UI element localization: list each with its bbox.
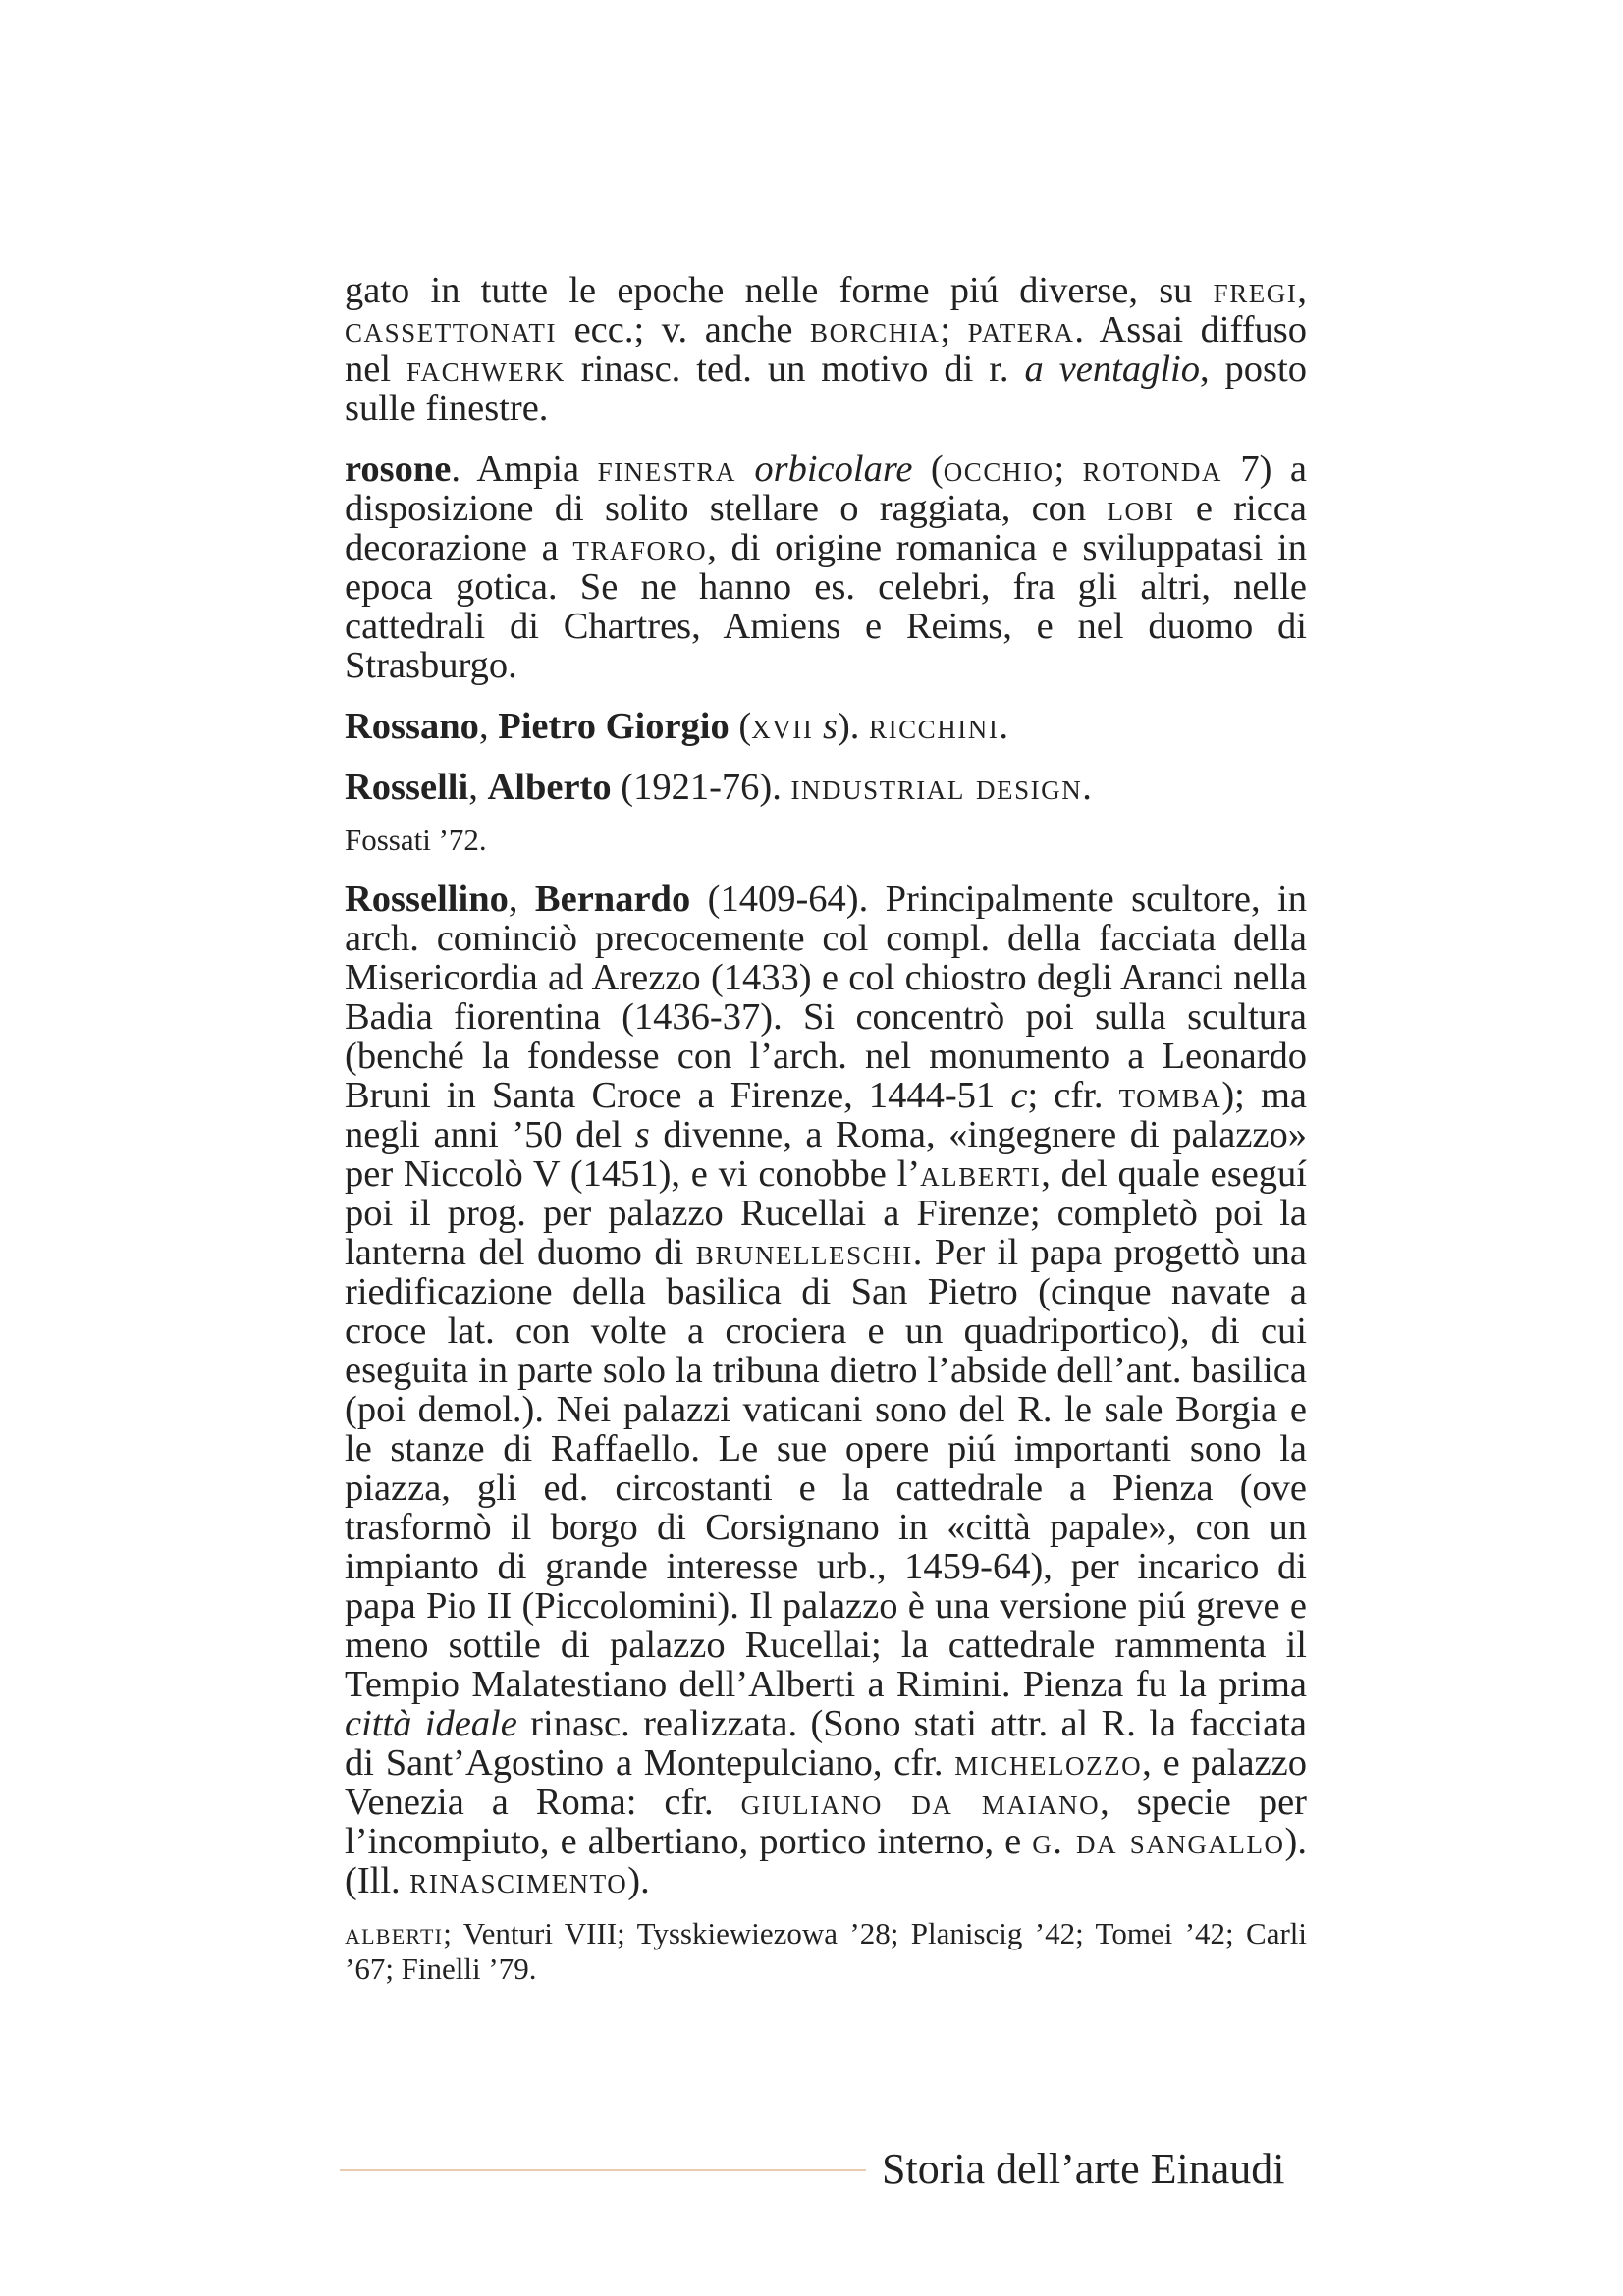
cross-reference: cassettonati — [345, 309, 557, 350]
entry-text: rinasc. realizzata. (Sono stati attr. al R. la facciata di Sant’Agostino a Montepulciano, cfr. — [345, 1703, 1307, 1784]
cross-reference: alberti — [920, 1153, 1042, 1195]
entry-text: ); ma negli anni ’50 del — [345, 1075, 1307, 1155]
entry-text: , — [508, 879, 535, 920]
cross-reference: lobi — [1107, 488, 1175, 529]
entry-text: , di origine romanica e sviluppatasi in epoca gotica. Se ne hanno es. celebri, fra gli altri, nelle cattedrali di Chartres, Amiens e Reims, e nel duomo di Strasburgo. — [345, 527, 1307, 686]
entry-rossellino — [345, 880, 1307, 1900]
entry-text: , — [468, 767, 488, 808]
entry-text — [813, 706, 823, 747]
entry-rosselli-references — [345, 823, 1307, 858]
entry-text: ; cfr. — [1027, 1075, 1119, 1116]
entry-text: , specie per l’incompiuto, e albertiano, portico interno, e — [345, 1782, 1307, 1862]
entry-text: . — [1082, 767, 1092, 808]
cross-reference: patera — [967, 309, 1075, 350]
headword: Alberto — [487, 767, 612, 808]
entry-text: ; — [940, 309, 968, 350]
entry-rosone-continuation — [345, 271, 1307, 428]
cross-reference: finestra — [597, 449, 736, 490]
italic-text: c — [1010, 1075, 1028, 1116]
entry-text: . Per il papa progettò una riedificazione della basilica di San Pietro (cinque navate a croce lat. con volte a crociera e un quadriportico), di cui eseguita in parte solo la tribuna dietro l’abside dell’ant. basilica (poi demol.). Nei palazzi vaticani sono del R. le sale Borgia e le stanze di Raffaello. Le sue opere piú importanti sono la piazza, gli ed. circostanti e la cattedrale a Pienza (ove trasformò il borgo di Corsignano in «città papale», con un impianto di grande interesse urb., 1459-64), per incarico di papa Pio II (Piccolomini). Il palazzo è una versione piú greve e meno sottile di palazzo Rucellai; la cattedrale rammenta il Tempio Malatestiano dell’Alberti a Rimini. Pienza fu la prima — [345, 1232, 1308, 1705]
entry-text: , del quale eseguí poi il prog. per palazzo Rucellai a Firenze; completò poi la lanterna del duomo di — [345, 1153, 1307, 1273]
headword: Rosselli — [345, 767, 469, 808]
italic-text: s — [822, 706, 838, 747]
headword: Rossellino — [345, 879, 509, 920]
cross-reference: occhio — [943, 449, 1055, 490]
cross-reference: fachwerk — [406, 348, 566, 390]
italic-text: città ideale — [345, 1703, 517, 1744]
cross-reference: giuliano da maiano — [740, 1782, 1101, 1823]
headword: Bernardo — [534, 879, 691, 920]
italic-text: a ventaglio — [1024, 348, 1200, 390]
entry-text: ; — [1054, 449, 1083, 490]
cross-reference: industrial design — [790, 767, 1083, 808]
entry-text: ). — [627, 1860, 650, 1901]
entry-text: gato in tutte le epoche nelle forme piú diverse, su — [345, 270, 1214, 311]
entry-text: (1409-64). Principalmente scultore, in arch. cominciò precocemente col compl. della facciata della Misericordia ad Arezzo (1433) e col chiostro degli Aranci nella Badia fiorentina (1436-37). Si concentrò poi sulla scultura (benché la fondesse con l’arch. nel monumento a Leonardo Bruni in Santa Croce a Firenze, 1444-51 — [345, 879, 1308, 1116]
entry-rossellino-references — [345, 1916, 1307, 1987]
footer-rule — [340, 2169, 866, 2171]
italic-text: s — [634, 1114, 650, 1155]
entry-text: . — [999, 706, 1008, 747]
entry-text: , — [478, 706, 499, 747]
entry-text: ecc.; v. anche — [557, 309, 811, 350]
entry-text — [736, 449, 754, 490]
cross-reference: ricchini — [869, 706, 1000, 747]
cross-reference: rinascimento — [409, 1860, 628, 1901]
entry-text: 7) a disposizione di solito stellare o raggiata, con — [345, 449, 1308, 529]
headword: Pietro Giorgio — [498, 706, 730, 747]
headword: rosone — [345, 449, 452, 490]
footer-title: Storia dell’arte Einaudi — [882, 2145, 1285, 2193]
entry-text: ; Venturi VIII; Tysskiewiezowa ’28; Planiscig ’42; Tomei ’42; Carli ’67; Finelli ’79. — [345, 1916, 1307, 1986]
entry-text: ( — [912, 449, 944, 490]
entry-text: (1921-76). — [611, 767, 791, 808]
cross-reference: borchia — [810, 309, 941, 350]
entry-text: , posto sulle finestre. — [345, 348, 1307, 429]
cross-reference: traforo — [572, 527, 708, 568]
cross-reference: brunelleschi — [695, 1232, 913, 1273]
entry-text: ( — [729, 706, 752, 747]
cross-reference: michelozzo — [954, 1742, 1143, 1784]
entry-rosone — [345, 450, 1307, 685]
entry-text: . Ampia — [451, 449, 598, 490]
entry-text: , e palazzo Venezia a Roma: cfr. — [345, 1742, 1307, 1823]
cross-reference: rotonda — [1082, 449, 1222, 490]
cross-reference: g. da sangallo — [1032, 1821, 1285, 1862]
dictionary-page — [345, 271, 1307, 1987]
entry-text: ). — [837, 706, 870, 747]
entry-text: , — [1297, 270, 1307, 311]
italic-text: orbicolare — [754, 449, 913, 490]
cross-reference: tomba — [1118, 1075, 1222, 1116]
entry-text: rinasc. ted. un motivo di r. — [565, 348, 1025, 390]
entry-text: . Assai diffuso nel — [345, 309, 1307, 390]
cross-reference: xvii — [751, 706, 814, 747]
entry-rosselli — [345, 768, 1307, 807]
cross-reference: alberti — [345, 1916, 444, 1950]
cross-reference: fregi — [1213, 270, 1298, 311]
entry-text: e ricca decorazione a — [345, 488, 1307, 568]
entry-rossano — [345, 707, 1307, 746]
headword: Rossano — [345, 706, 479, 747]
entry-text: ). (Ill. — [345, 1821, 1307, 1901]
entry-text: Fossati ’72. — [345, 823, 487, 857]
entry-text: divenne, a Roma, «ingegnere di palazzo» per Niccolò V (1451), e vi conobbe l’ — [345, 1114, 1307, 1195]
